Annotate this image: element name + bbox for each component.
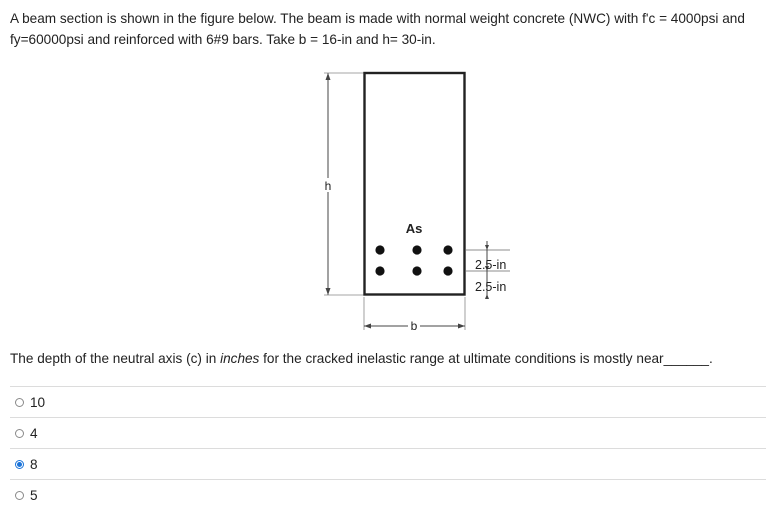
- prompt-text: The depth of the neutral axis (c) in inches for the cracked inelastic range at ultimate conditions is mostly near______.: [10, 351, 713, 366]
- question-line-2: fy=60000psi and reinforced with 6#9 bars. Take b = 16-in and h= 30-in.: [10, 32, 436, 47]
- h-dimension-label: h: [324, 179, 332, 193]
- rebar-dot: [375, 266, 384, 275]
- option-4[interactable]: [10, 417, 766, 448]
- as-label: As: [405, 221, 423, 236]
- cover-top-label: 2.5-in: [475, 258, 507, 272]
- rebar-dot: [443, 245, 452, 254]
- option-8[interactable]: [10, 448, 766, 479]
- rebar-dot: [412, 245, 421, 254]
- option-label: 8: [30, 456, 38, 472]
- beam-outline: [365, 73, 465, 295]
- answer-options: [10, 386, 766, 510]
- question-line-1: A beam section is shown in the figure below. The beam is made with normal weight concrete (NWC) with f'c = 4000psi and: [10, 11, 745, 26]
- radio-button[interactable]: [15, 398, 24, 407]
- option-label: 4: [30, 425, 38, 441]
- question-prompt: [10, 349, 713, 369]
- prompt-unit-italic: inches: [220, 351, 260, 366]
- option-5[interactable]: [10, 479, 766, 510]
- option-label: 10: [30, 394, 46, 410]
- radio-button[interactable]: [15, 491, 24, 500]
- rebar-dot: [412, 266, 421, 275]
- question-text: [10, 8, 766, 50]
- rebar-group: [375, 245, 452, 275]
- beam-section-diagram: [300, 60, 540, 345]
- rebar-dot: [443, 266, 452, 275]
- option-label: 5: [30, 487, 38, 503]
- b-dimension-label: b: [410, 319, 418, 333]
- rebar-dot: [375, 245, 384, 254]
- option-10[interactable]: [10, 386, 766, 417]
- radio-button-selected[interactable]: [15, 460, 24, 469]
- cover-bottom-label: 2.5-in: [475, 280, 507, 294]
- beam-section-figure: [300, 60, 540, 345]
- radio-button[interactable]: [15, 429, 24, 438]
